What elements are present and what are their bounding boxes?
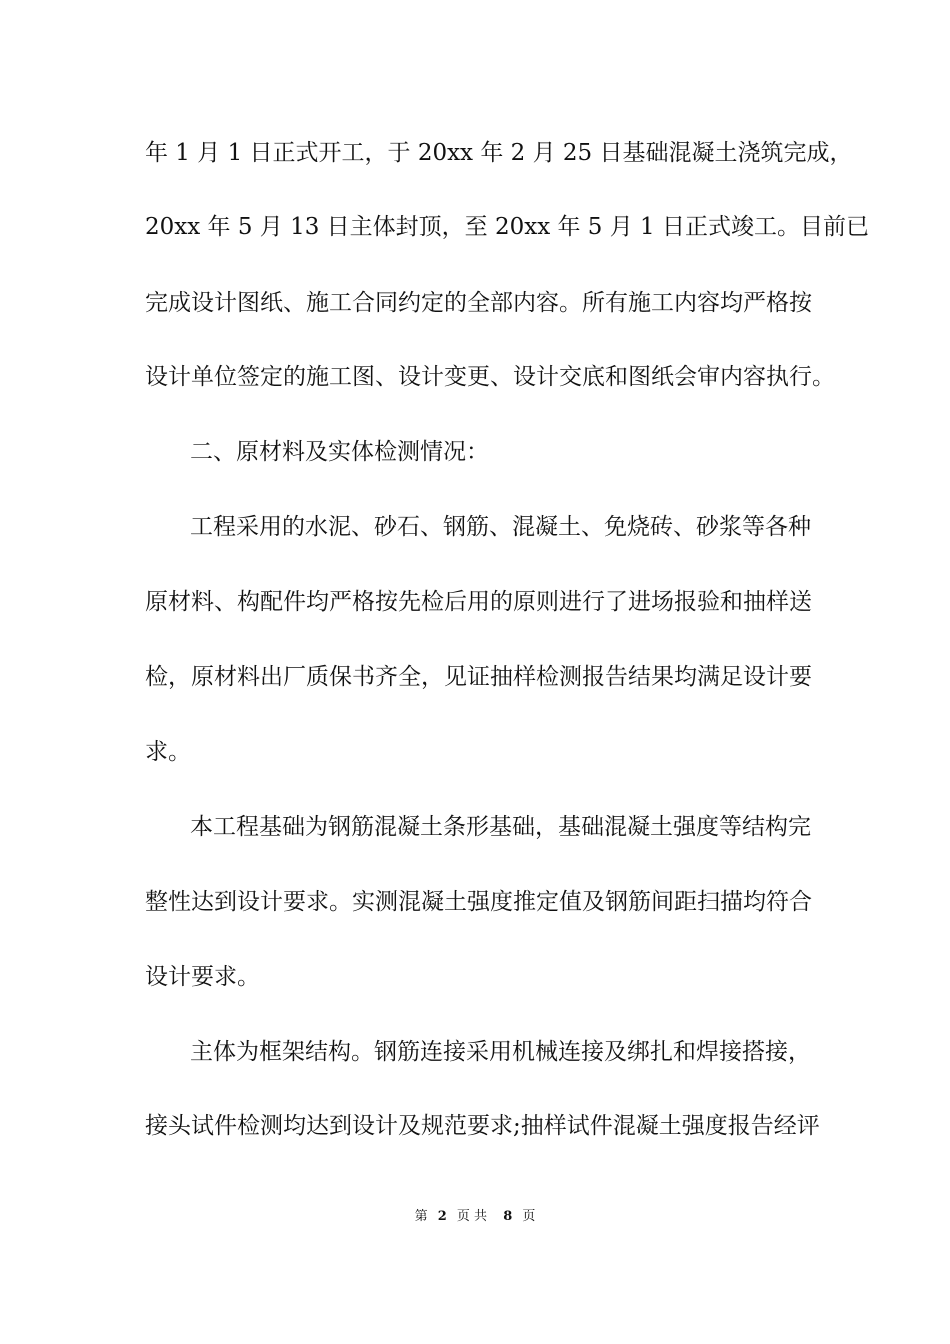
text-line: 整性达到设计要求。实测混凝土强度推定值及钢筋间距扫描均符合 <box>145 889 812 915</box>
footer-prefix: 第 <box>414 1209 428 1224</box>
footer-middle: 页 共 <box>456 1209 488 1224</box>
text-line: 原材料、构配件均严格按先检后用的原则进行了进场报验和抽样送 <box>145 589 812 615</box>
page-footer <box>0 1208 950 1226</box>
text-line: 检，原材料出厂质保书齐全，见证抽样检测报告结果均满足设计要 <box>145 664 812 690</box>
text-line: 工程采用的水泥、砂石、钢筋、混凝土、免烧砖、砂浆等各种 <box>190 514 811 540</box>
text-line: 完成设计图纸、施工合同约定的全部内容。所有施工内容均严格按 <box>145 290 812 316</box>
text-line: 20xx 年 5 月 13 日主体封顶，至 20xx 年 5 月 1 日正式竣工。目前已 <box>145 214 870 240</box>
text-line: 本工程基础为钢筋混凝土条形基础，基础混凝土强度等结构完 <box>190 814 811 840</box>
footer-total-pages: 8 <box>503 1209 513 1224</box>
footer-page-number: 2 <box>437 1209 447 1224</box>
text-line: 设计要求。 <box>145 964 260 990</box>
section-heading: 二、原材料及实体检测情况： <box>190 439 489 465</box>
text-line: 主体为框架结构。钢筋连接采用机械连接及绑扎和焊接搭接， <box>190 1039 811 1065</box>
footer-suffix: 页 <box>522 1209 536 1224</box>
text-line: 接头试件检测均达到设计及规范要求;抽样试件混凝土强度报告经评 <box>145 1113 820 1139</box>
text-line: 设计单位签定的施工图、设计变更、设计交底和图纸会审内容执行。 <box>145 364 835 390</box>
text-line: 年 1 月 1 日正式开工，于 20xx 年 2 月 25 日基础混凝土浇筑完成， <box>145 140 853 166</box>
text-line: 求。 <box>145 739 191 765</box>
